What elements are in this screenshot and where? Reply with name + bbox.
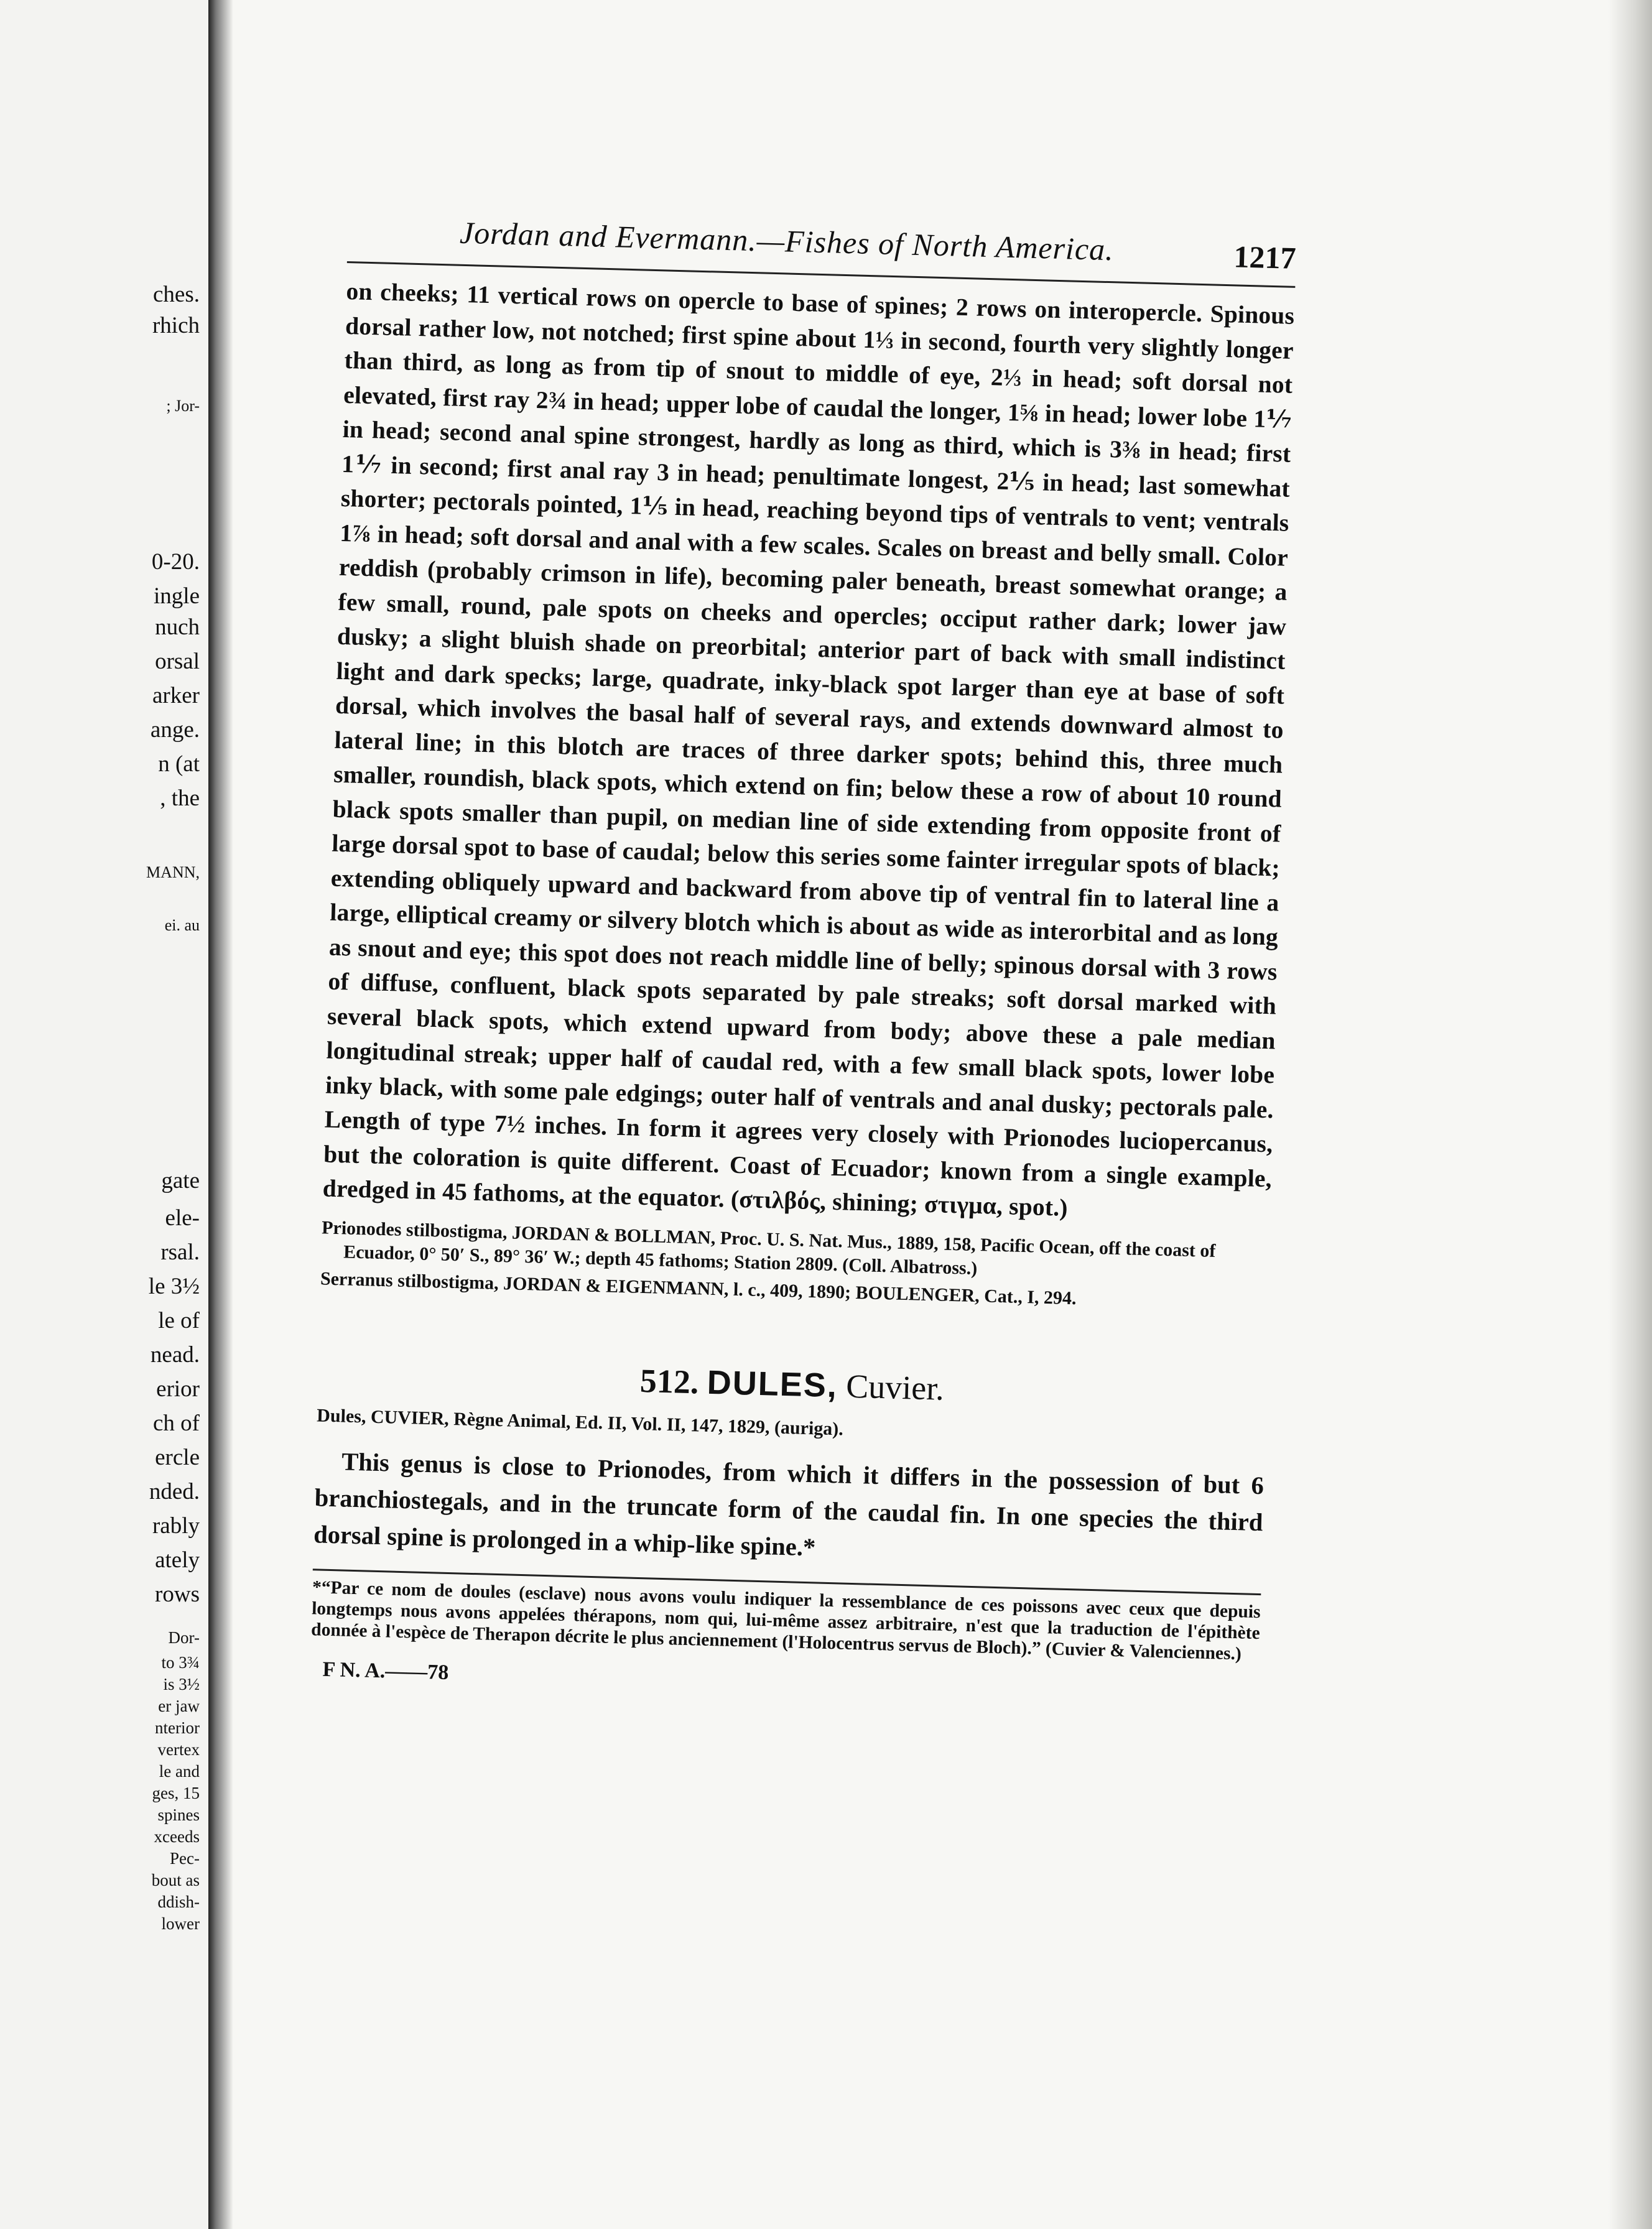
left-page-fragment: rows: [155, 1582, 200, 1607]
citation-serranus: Serranus stilbostigma, JORDAN & EIGENMANN, l. c., 409, 1890; BOULENGER, Cat., I, 294.: [320, 1267, 1077, 1309]
gutter-shadow: [208, 0, 233, 2229]
left-page-fragment: le of: [158, 1308, 200, 1333]
left-page-fragment: arker: [152, 683, 200, 708]
left-page-fragment: bout as: [151, 1871, 200, 1889]
left-page-fragment: ges, 15: [152, 1784, 200, 1802]
running-title: Jordan and Evermann.—Fishes of North America.: [459, 215, 1115, 267]
left-page-fragment: nded.: [149, 1479, 200, 1504]
left-page-fragment: rhich: [152, 313, 200, 338]
left-page-fragment: gate: [161, 1168, 200, 1193]
page-edge: [1608, 0, 1652, 2229]
left-page-fragment: rsal.: [160, 1240, 200, 1265]
left-page-fragment: nead.: [150, 1342, 200, 1368]
page-content: [310, 211, 1296, 1706]
signature-mark: F N. A.——78: [322, 1657, 449, 1684]
left-page-fragment: to 3¾: [161, 1653, 200, 1672]
left-page-fragment: rably: [152, 1513, 200, 1539]
citation-prionodes: Prionodes stilbostigma, JORDAN & BOLLMAN, Proc. U. S. Nat. Mus., 1889, 158, Pacific Ocean, off the coast of Ecuador, 0° 50′ S., 89° 36′ W.; depth 45 fathoms; Station 2809. (Coll. Albatross.): [321, 1216, 1216, 1279]
genus-number: 512.: [639, 1361, 700, 1401]
left-page-fragment: lower: [161, 1914, 200, 1933]
left-page-fragment: ercle: [155, 1445, 200, 1470]
left-page-fragment: er jaw: [158, 1697, 200, 1715]
genus-citation: Dules, CUVIER, Règne Animal, Ed. II, Vol. II, 147, 1829, (auriga).: [316, 1404, 844, 1439]
left-page-fragment: le 3½: [148, 1274, 200, 1299]
left-page-fragment: ei. au: [164, 916, 200, 934]
left-page-fragment: n (at: [158, 751, 200, 777]
left-page-fragment: is 3½: [163, 1675, 200, 1694]
left-page-fragment: vertex: [157, 1740, 200, 1759]
genus-name: DULES,: [707, 1363, 838, 1404]
left-page-fragment: ddish-: [157, 1893, 200, 1911]
left-page-fragment: nterior: [155, 1718, 200, 1737]
left-page-fragment: 0-20.: [151, 549, 200, 575]
left-page-fragment: orsal: [155, 649, 200, 674]
left-page-fragment: erior: [156, 1376, 200, 1402]
left-page-fragment: , the: [160, 785, 200, 811]
left-page-fragment: ately: [155, 1547, 200, 1573]
left-page-fragment: xceeds: [154, 1827, 200, 1846]
left-facing-page: [0, 0, 212, 2229]
footnote: *“Par ce nom de doules (esclave) nous avons voulu indiquer la ressemblance de ces poissons avec ceux que depuis longtemps nous avons appelées thérapons, nom qui, lui-même assez arbitraire, n'est que la traduction de l'épithète donnée à l'espèce de Therapon décrite le plus anciennement (l'Holocentrus servus de Bloch).” (Cuvier & Valenciennes.): [310, 1577, 1261, 1664]
left-page-fragment: ches.: [153, 282, 200, 307]
left-page-fragment: MANN,: [146, 863, 200, 881]
left-page-fragment: ange.: [150, 717, 200, 743]
left-page-fragment: ingle: [154, 583, 200, 609]
genus-description: This genus is close to Prionodes, from which it differs in the possession of but 6 branchiostegals, and in the truncate form of the caudal fin. In one species the third dorsal spine is prolonged in a whip-like spine.*: [313, 1447, 1265, 1561]
genus-author: Cuvier.: [845, 1367, 945, 1407]
left-page-fragment: Pec-: [170, 1849, 200, 1868]
left-page-fragment: ele-: [165, 1205, 200, 1231]
page-number: 1217: [1233, 239, 1297, 276]
left-page-fragment: ch of: [153, 1411, 200, 1436]
left-page-fragment: le and: [159, 1762, 200, 1781]
species-description: on cheeks; 11 vertical rows on opercle to base of spines; 2 rows on interopercle. Spinous dorsal rather low, not notched; first spine about 1⅓ in second, fourth very slightly longer than third, as long as from tip of snout to middle of eye, 2⅓ in head; soft dorsal not elevated, first ray 2¾ in head; upper lobe of caudal the longer, 1⅝ in head; lower lobe 1⅐ in head; second anal spine strongest, hardly as long as third, which is 3⅜ in head; first 1⅐ in second; first anal ray 3 in head; penultimate longest, 2⅕ in head; last somewhat shorter; pectorals pointed, 1⅕ in head, reaching beyond tips of ventrals to vent; ventrals 1⅞ in head; soft dorsal and anal with a few scales. Scales on breast and belly small. Color reddish (probably crimson in life), becoming paler beneath, breast somewhat orange; a few small, round, pale spots on cheeks and opercles; occiput rather dark; lower jaw dusky; a slight bluish shade on preorbital; anterior part of back with small indistinct light and dark specks; large, quadrate, inky-black spot larger than eye at base of soft dorsal, which involves the basal half of several rays, and extends downward almost to lateral line; in this blotch are traces of three darker spots; behind this, three much smaller, roundish, black spots, which extend on fin; below these a row of about 10 round black spots smaller than pupil, on median line of side extending from opposite front of large dorsal spot to base of caudal; below this series some fainter irregular spots of black; extending obliquely upward and backward from above tip of ventral fin to lateral line a large, elliptical creamy or silvery blotch which is about as wide as interorbital and as long as snout and eye; this spot does not reach middle line of belly; spinous dorsal with 3 rows of diffuse, confluent, black spots separated by pale streaks; soft dorsal marked with several black spots, which extend upward from body; above these a pale median longitudinal streak; upper half of caudal red, with a few small black spots, lower lobe inky black, with some pale edgings; outer half of ventrals and anal dusky; pectorals pale. Length of type 7½ inches. In form it agrees very closely with Prionodes luciopercanus, but the coloration is quite different. Coast of Ecuador; known from a single example, dredged in 45 fathoms, at the equator. (στιλβός, shining; στιγμα, spot.): [322, 277, 1295, 1221]
left-page-fragment: ; Jor-: [166, 397, 200, 415]
left-page-fragment: spines: [157, 1805, 200, 1824]
citations: [320, 1216, 1271, 1315]
left-page-fragment: Dor-: [168, 1628, 200, 1647]
genus-heading: [317, 1353, 1266, 1416]
left-page-fragment: nuch: [155, 614, 200, 640]
